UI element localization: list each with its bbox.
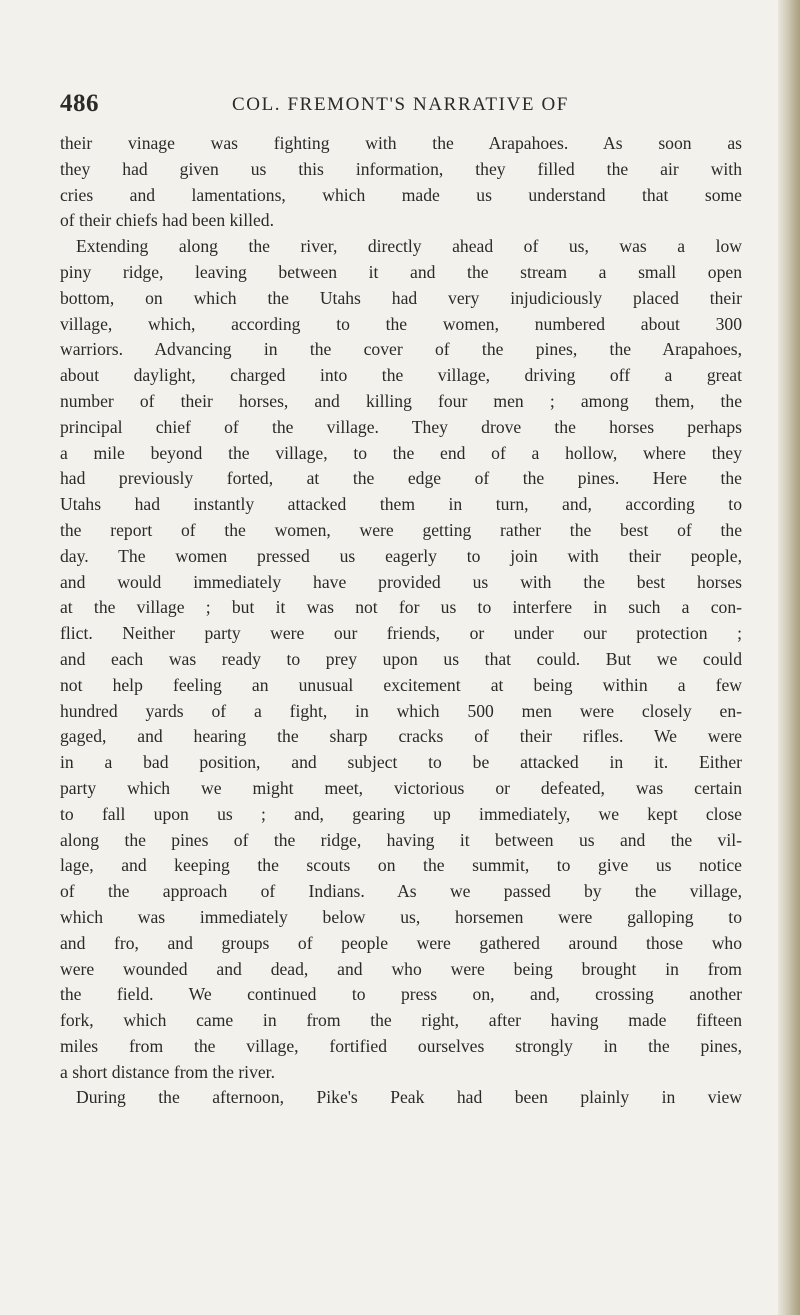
text-line: the field. We continued to press on, and, crossing another	[60, 984, 742, 1005]
text-line: a mile beyond the village, to the end of a hollow, where they	[60, 442, 742, 463]
text-line: in a bad position, and subject to be attacked in it. Either	[60, 752, 742, 773]
text-line: bottom, on which the Utahs had very injudiciously placed their	[60, 287, 742, 308]
text-line: village, which, according to the women, numbered about 300	[60, 313, 742, 334]
text-line: a short distance from the river.	[60, 1061, 275, 1082]
text-line: had previously forted, at the edge of the pines. Here the	[60, 468, 742, 489]
text-line: hundred yards of a fight, in which 500 men were closely en-	[60, 700, 742, 721]
text-line: warriors. Advancing in the cover of the pines, the Arapahoes,	[60, 339, 742, 360]
text-line: lage, and keeping the scouts on the summit, to give us notice	[60, 855, 742, 876]
text-line: to fall upon us ; and, gearing up immediately, we kept close	[60, 803, 742, 824]
text-line: the report of the women, were getting rather the best of the	[60, 519, 742, 540]
text-line: not help feeling an unusual excitement at being within a few	[60, 674, 742, 695]
text-line: and would immediately have provided us with the best horses	[60, 571, 742, 592]
page-number: 486	[60, 90, 99, 117]
text-line: of the approach of Indians. As we passed by the village,	[60, 881, 742, 902]
text-line: fork, which came in from the right, after having made fifteen	[60, 1010, 742, 1031]
text-line: about daylight, charged into the village, driving off a great	[60, 365, 742, 386]
text-line: their vinage was fighting with the Arapahoes. As soon as	[60, 133, 742, 153]
text-line: principal chief of the village. They drove the horses perhaps	[60, 416, 742, 437]
page-header	[60, 90, 720, 120]
body-text	[60, 131, 742, 1111]
text-line: gaged, and hearing the sharp cracks of their rifles. We were	[60, 726, 742, 747]
text-line: which was immediately below us, horsemen were galloping to	[60, 906, 742, 927]
text-line: piny ridge, leaving between it and the stream a small open	[60, 261, 742, 282]
text-line: of their chiefs had been killed.	[60, 210, 274, 231]
text-line: at the village ; but it was not for us to interfere in such a con-	[60, 597, 742, 618]
text-line: flict. Neither party were our friends, or under our protection ;	[60, 623, 742, 644]
text-line: day. The women pressed us eagerly to join with their people,	[60, 545, 742, 566]
text-line: cries and lamentations, which made us understand that some	[60, 184, 742, 205]
page-edge-shadow	[778, 0, 800, 1315]
text-line: Extending along the river, directly ahead of us, was a low	[76, 236, 742, 257]
text-line: During the afternoon, Pike's Peak had been plainly in view	[76, 1087, 742, 1108]
text-line: party which we might meet, victorious or defeated, was certain	[60, 777, 742, 798]
text-line: were wounded and dead, and who were being brought in from	[60, 958, 742, 979]
text-line: and each was ready to prey upon us that could. But we could	[60, 648, 742, 669]
running-head: COL. FREMONT'S NARRATIVE OF	[232, 94, 569, 115]
text-line: they had given us this information, they filled the air with	[60, 158, 742, 179]
text-line: Utahs had instantly attacked them in turn, and, according to	[60, 494, 742, 515]
text-line: number of their horses, and killing four men ; among them, the	[60, 390, 742, 411]
text-line: and fro, and groups of people were gathered around those who	[60, 932, 742, 953]
text-line: along the pines of the ridge, having it between us and the vil-	[60, 829, 742, 850]
text-line: miles from the village, fortified ourselves strongly in the pines,	[60, 1035, 742, 1056]
